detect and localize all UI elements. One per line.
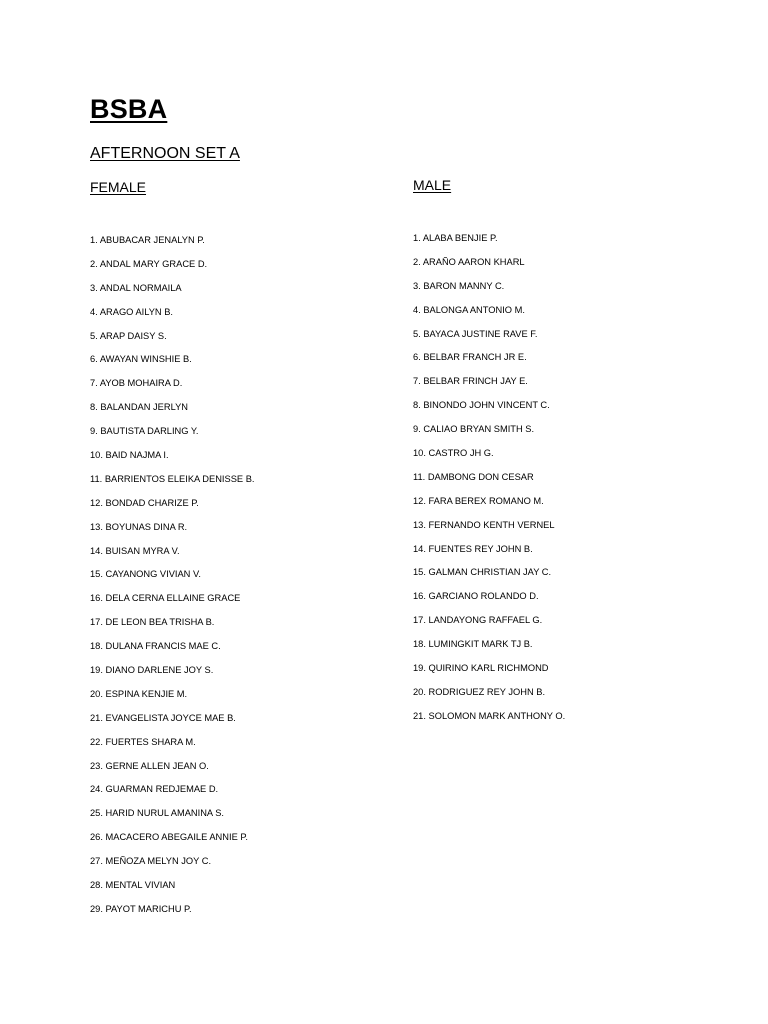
- list-item: 7. BELBAR FRINCH JAY E.: [413, 376, 528, 387]
- list-item: 11. DAMBONG DON CESAR: [413, 471, 534, 482]
- list-item: 9. CALIAO BRYAN SMITH S.: [413, 424, 535, 435]
- list-item: 27. MEÑOZA MELYN JOY C.: [90, 856, 212, 867]
- list-item: 2. ANDAL MARY GRACE D.: [90, 258, 208, 269]
- female-list: [90, 233, 254, 926]
- list-item: 18. DULANA FRANCIS MAE C.: [90, 641, 221, 652]
- list-item: 7. AYOB MOHAIRA D.: [90, 378, 183, 389]
- list-item: 10. BAID NAJMA I.: [90, 450, 169, 461]
- male-list: [413, 231, 565, 733]
- list-item: 17. DE LEON BEA TRISHA B.: [90, 617, 215, 628]
- list-item: 24. GUARMAN REDJEMAE D.: [90, 784, 219, 795]
- list-item: 21. SOLOMON MARK ANTHONY O.: [413, 710, 566, 721]
- list-item: 20. RODRIGUEZ REY JOHN B.: [413, 686, 546, 697]
- male-heading: MALE: [413, 177, 452, 193]
- female-heading: FEMALE: [90, 179, 147, 195]
- list-item: 6. AWAYAN WINSHIE B.: [90, 354, 192, 365]
- list-item: 9. BAUTISTA DARLING Y.: [90, 426, 199, 437]
- list-item: 19. DIANO DARLENE JOY S.: [90, 665, 214, 676]
- list-item: 14. BUISAN MYRA V.: [90, 545, 180, 556]
- list-item: 23. GERNE ALLEN JEAN O.: [90, 760, 209, 771]
- set-subtitle: AFTERNOON SET A: [90, 145, 240, 162]
- list-item: 12. FARA BEREX ROMANO M.: [413, 495, 544, 506]
- list-item: 25. HARID NURUL AMANINA S.: [90, 808, 224, 819]
- list-item: 16. GARCIANO ROLANDO D.: [413, 591, 539, 602]
- list-item: 15. GALMAN CHRISTIAN JAY C.: [413, 567, 552, 578]
- document-title: BSBA: [90, 94, 168, 124]
- list-item: 15. CAYANONG VIVIAN V.: [90, 569, 201, 580]
- list-item: 6. BELBAR FRANCH JR E.: [413, 352, 527, 363]
- list-item: 21. EVANGELISTA JOYCE MAE B.: [90, 712, 236, 723]
- list-item: 2. ARAÑO AARON KHARL: [413, 256, 525, 267]
- list-item: 5. BAYACA JUSTINE RAVE F.: [413, 328, 538, 339]
- list-item: 19. QUIRINO KARL RICHMOND: [413, 663, 549, 674]
- list-item: 3. ANDAL NORMAILA: [90, 282, 182, 293]
- list-item: 18. LUMINGKIT MARK TJ B.: [413, 639, 533, 650]
- list-item: 20. ESPINA KENJIE M.: [90, 688, 188, 699]
- list-item: 1. ABUBACAR JENALYN P.: [90, 235, 205, 245]
- list-item: 4. ARAGO AILYN B.: [90, 306, 174, 317]
- list-item: 28. MENTAL VIVIAN: [90, 880, 176, 891]
- list-item: 12. BONDAD CHARIZE P.: [90, 497, 199, 508]
- list-item: 22. FUERTES SHARA M.: [90, 736, 196, 747]
- list-item: 10. CASTRO JH G.: [413, 448, 494, 459]
- list-item: 16. DELA CERNA ELLAINE GRACE: [90, 593, 241, 604]
- list-item: 1. ALABA BENJIE P.: [413, 233, 498, 243]
- list-item: 14. FUENTES REY JOHN B.: [413, 543, 533, 554]
- list-item: 26. MACACERO ABEGAILE ANNIE P.: [90, 832, 248, 843]
- list-item: 3. BARON MANNY C.: [413, 280, 505, 291]
- list-item: 8. BINONDO JOHN VINCENT C.: [413, 400, 550, 411]
- list-item: 4. BALONGA ANTONIO M.: [413, 304, 525, 315]
- list-item: 17. LANDAYONG RAFFAEL G.: [413, 615, 543, 626]
- list-item: 29. PAYOT MARICHU P.: [90, 903, 192, 914]
- list-item: 13. BOYUNAS DINA R.: [90, 521, 188, 532]
- list-item: 13. FERNANDO KENTH VERNEL: [413, 519, 555, 530]
- list-item: 5. ARAP DAISY S.: [90, 330, 167, 341]
- list-item: 8. BALANDAN JERLYN: [90, 402, 188, 413]
- list-item: 11. BARRIENTOS ELEIKA DENISSE B.: [90, 473, 255, 484]
